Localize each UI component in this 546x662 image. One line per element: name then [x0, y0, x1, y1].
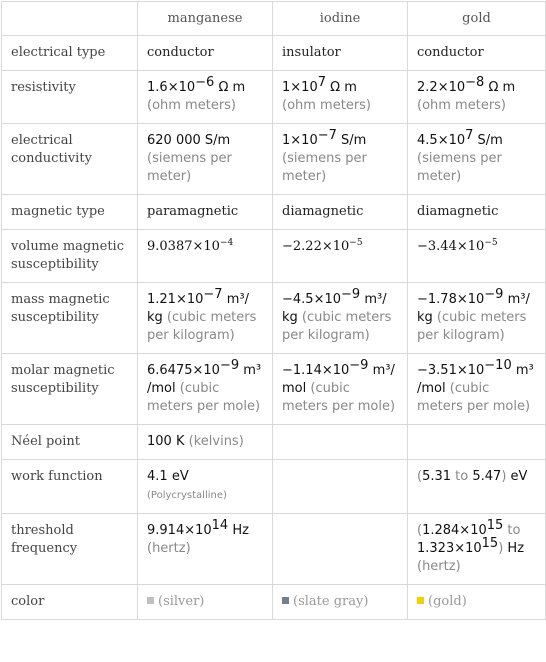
table-row [2, 514, 546, 585]
table-row [2, 71, 546, 124]
row-label: threshold frequency [2, 514, 138, 585]
cell-value: conductor [408, 36, 546, 71]
table-row [2, 36, 546, 71]
cell-value: (slate gray) [273, 585, 408, 620]
header-row [2, 2, 546, 36]
cell-value: ($1.284\times 10^{15}$ to $1.323\times 10^{15}$) Hz (hertz) [408, 514, 546, 585]
cell-value: $1\times 10^{-7}$ S/m (siemens per meter) [273, 124, 408, 195]
column-header-iodine: iodine [273, 2, 408, 36]
row-label: electrical conductivity [2, 124, 138, 195]
row-label: volume magnetic susceptibility [2, 230, 138, 283]
cell-value: diamagnetic [273, 195, 408, 230]
cell-empty [273, 514, 408, 585]
row-label: Néel point [2, 425, 138, 460]
corner-cell [2, 2, 138, 36]
row-label: color [2, 585, 138, 620]
table-row [2, 585, 546, 620]
cell-value: $4.5\times 10^7$ S/m (siemens per meter) [408, 124, 546, 195]
cell-value: 620 000 S/m (siemens per meter) [138, 124, 273, 195]
row-label: mass magnetic susceptibility [2, 283, 138, 354]
cell-value: $-3.44\times 10^{-5}$ [408, 230, 546, 283]
row-label: molar magnetic susceptibility [2, 354, 138, 425]
table-row [2, 425, 546, 460]
table-row [2, 283, 546, 354]
cell-empty [273, 460, 408, 514]
cell-value: $-1.14\times 10^{-9}$ m³/ mol (cubic meters per mole) [273, 354, 408, 425]
cell-value: (5.31 to 5.47) eV [408, 460, 546, 514]
cell-value: $6.6475\times 10^{-9}$ m³ /mol (cubic meters per mole) [138, 354, 273, 425]
cell-empty [273, 425, 408, 460]
cell-value: diamagnetic [408, 195, 546, 230]
color-swatch [282, 597, 289, 604]
cell-value: $1\times 10^7$ Ω m (ohm meters) [273, 71, 408, 124]
cell-value: conductor [138, 36, 273, 71]
cell-value: insulator [273, 36, 408, 71]
table-row [2, 124, 546, 195]
column-header-manganese: manganese [138, 2, 273, 36]
cell-value: 4.1 eV (Polycrystalline) [138, 460, 273, 514]
row-label: magnetic type [2, 195, 138, 230]
cell-value: $9.914\times 10^{14}$ Hz (hertz) [138, 514, 273, 585]
cell-value: $-1.78\times 10^{-9}$ m³/ kg (cubic meters per kilogram) [408, 283, 546, 354]
cell-value: $-2.22\times 10^{-5}$ [273, 230, 408, 283]
table-row [2, 460, 546, 514]
cell-value: $2.2\times 10^{-8}$ Ω m (ohm meters) [408, 71, 546, 124]
cell-value: (gold) [408, 585, 546, 620]
row-label: work function [2, 460, 138, 514]
cell-value: $-3.51\times 10^{-10}$ m³ /mol (cubic meters per mole) [408, 354, 546, 425]
table-row [2, 230, 546, 283]
table-row [2, 354, 546, 425]
cell-value: 100 K (kelvins) [138, 425, 273, 460]
row-label: electrical type [2, 36, 138, 71]
color-swatch [147, 597, 154, 604]
cell-value: (silver) [138, 585, 273, 620]
cell-value: $9.0387\times 10^{-4}$ [138, 230, 273, 283]
column-header-gold: gold [408, 2, 546, 36]
cell-value: $1.6\times 10^{-6}$ Ω m (ohm meters) [138, 71, 273, 124]
cell-value: paramagnetic [138, 195, 273, 230]
cell-empty [408, 425, 546, 460]
comparison-table [1, 1, 546, 620]
color-swatch [417, 597, 424, 604]
cell-value: $-4.5\times 10^{-9}$ m³/ kg (cubic meters per kilogram) [273, 283, 408, 354]
cell-value: $1.21\times 10^{-7}$ m³/ kg (cubic meters per kilogram) [138, 283, 273, 354]
table-row [2, 195, 546, 230]
row-label: resistivity [2, 71, 138, 124]
